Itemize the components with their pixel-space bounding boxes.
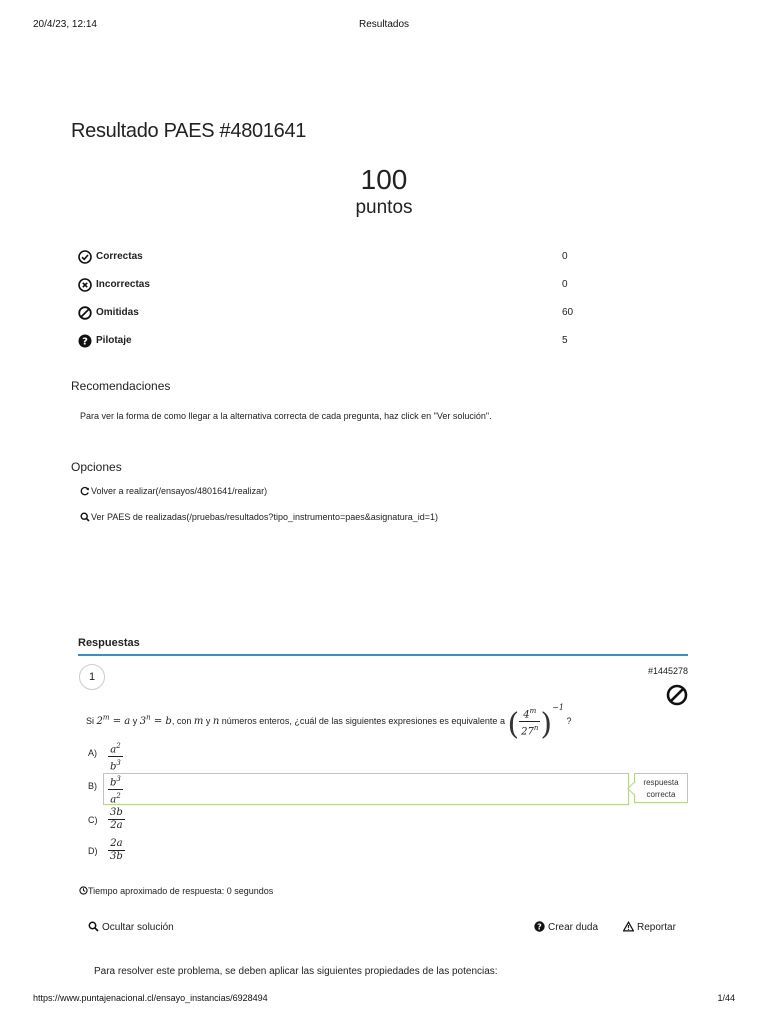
x-circle-icon	[78, 278, 92, 292]
print-title: Resultados	[358, 19, 410, 30]
stat-label: Omitidas	[96, 307, 139, 318]
stat-incorrectas	[78, 276, 638, 296]
math-fraction: $\frac{4^m}{27^n}$	[521, 706, 539, 738]
recommendations-title: Recomendaciones	[71, 379, 171, 393]
print-footer-page: 1/44	[717, 993, 735, 1003]
math-eq1: 2$^m$ = a	[96, 713, 131, 727]
view-done-link[interactable]	[80, 512, 438, 522]
create-doubt-button[interactable]: ? Crear duda	[534, 921, 598, 933]
search-icon	[88, 921, 99, 932]
retake-link[interactable]	[80, 486, 267, 496]
stat-pilotaje	[78, 332, 638, 352]
hide-solution-button[interactable]: Ocultar solución	[88, 921, 174, 933]
stat-value: 0	[562, 251, 568, 262]
question-number: 1	[79, 664, 105, 690]
solution-text: Para resolver este problema, se deben aplicar las siguientes propiedades de las potencias:	[94, 966, 498, 977]
score-value: 100	[360, 164, 408, 195]
stat-label: Pilotaje	[96, 335, 132, 346]
refresh-icon	[80, 486, 90, 496]
svg-text:?: ?	[82, 336, 88, 348]
ban-icon	[78, 306, 92, 320]
stat-value: 60	[562, 307, 574, 318]
print-footer-url: https://www.puntajenacional.cl/ensayo_instancias/6928494	[33, 993, 268, 1003]
report-button[interactable]: Reportar	[623, 921, 676, 933]
question-circle-icon	[78, 334, 92, 348]
stat-label: Correctas	[96, 251, 143, 262]
response-time: Tiempo aproximado de respuesta: 0 segundos	[79, 886, 273, 896]
check-circle-icon	[78, 250, 92, 264]
score-unit: puntos	[355, 197, 413, 218]
correct-answer-highlight	[103, 773, 629, 805]
omitted-status-icon	[666, 684, 688, 706]
question-text: Si 2$^m$ = a y 3$^n$ = b, con m y n números enteros, ¿cuál de las siguientes expresiones es equivalente a ( $\frac{4^m}{27^n}$ )$^{-1}$ ?	[86, 703, 572, 742]
svg-text:?: ?	[537, 922, 542, 932]
search-icon	[80, 512, 90, 522]
recommendations-text: Para ver la forma de como llegar a la alternativa correcta de cada pregunta, haz click en "Ver solución".	[80, 411, 492, 421]
responses-title: Respuestas	[78, 637, 140, 649]
print-datetime: 20/4/23, 12:14	[33, 19, 97, 30]
page-title: Resultado PAES #4801641	[71, 120, 307, 142]
question-id: #1445278	[647, 666, 688, 676]
question-circle-icon	[534, 921, 545, 932]
options-title: Opciones	[71, 460, 122, 474]
stat-correctas	[78, 248, 638, 268]
stat-label: Incorrectas	[96, 279, 150, 290]
warning-icon	[623, 921, 634, 932]
retake-link-label: Volver a realizar(/ensayos/4801641/realizar)	[91, 486, 268, 496]
clock-icon	[79, 886, 88, 895]
view-done-link-label: Ver PAES de realizadas(/pruebas/resultados?tipo_instrumento=paes&asignatura_id=1)	[91, 512, 439, 522]
math-eq2: 3$^n$ = b	[139, 713, 172, 727]
stat-value: 0	[562, 279, 568, 290]
stat-value: 5	[562, 335, 568, 346]
stat-omitidas	[78, 304, 638, 324]
responses-divider	[78, 654, 688, 656]
correct-answer-tag: respuesta correcta	[634, 773, 688, 803]
